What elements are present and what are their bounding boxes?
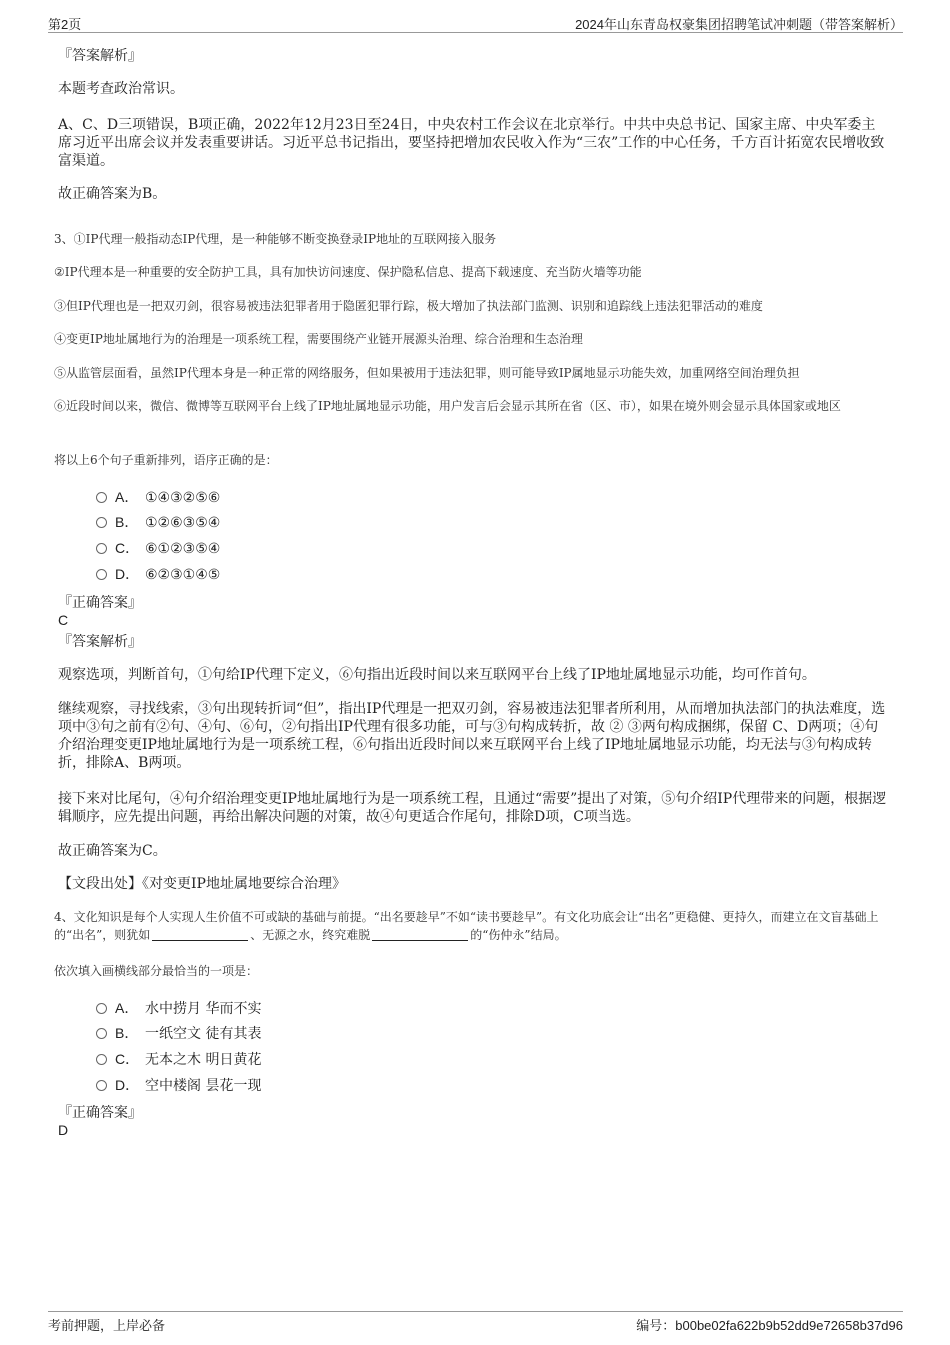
answer-blank-1	[152, 928, 248, 941]
q3-sentence-3: ③但IP代理也是一把双刃剑，很容易被违法犯罪者用于隐匿犯罪行踪，极大增加了执法部门监测、识别和追踪线上违法犯罪活动的难度	[54, 299, 763, 313]
q3-correct-answer: C	[58, 612, 69, 628]
q2-analysis-para-3: 故正确答案为B。	[58, 186, 167, 202]
q3-sentence-2: ②IP代理本是一种重要的安全防护工具，具有加快访问速度、保护隐私信息、提高下载速度、充当防火墙等功能	[54, 265, 642, 279]
page-number: 第2页	[48, 17, 82, 32]
q4-stem-part-3: 的“伤仲永”结局。	[470, 928, 567, 942]
option-text: 水中捞月 华而不实	[145, 1001, 262, 1017]
option-letter: D．	[115, 566, 140, 582]
q3-prompt: 将以上6个句子重新排列，语序正确的是：	[54, 453, 278, 467]
document-title: 2024年山东青岛权豪集团招聘笔试冲刺题（带答案解析）	[575, 17, 903, 32]
option-text: 空中楼阁 昙花一现	[145, 1078, 262, 1094]
footer-code-label: 编号：	[636, 1319, 676, 1334]
q3-correct-label: 『正确答案』	[58, 595, 142, 611]
q4-option-c[interactable]	[96, 1050, 261, 1069]
option-text: 无本之木 明日黄花	[145, 1052, 262, 1068]
q4-stem-part-2: 、无源之水，终究难脱	[250, 928, 371, 942]
radio-icon[interactable]	[96, 543, 107, 554]
q3-sentence-5: ⑤从监管层面看，虽然IP代理本身是一种正常的网络服务，但如果被用于违法犯罪，则可能导致IP属地显示功能失效，加重网络空间治理负担	[54, 366, 800, 380]
q3-analysis-label: 『答案解析』	[58, 634, 142, 650]
option-text: ①④③②⑤⑥	[145, 490, 221, 506]
option-letter: A．	[115, 1000, 139, 1016]
option-text: ⑥①②③⑤④	[145, 541, 221, 557]
option-letter: A．	[115, 489, 139, 505]
q4-option-b[interactable]	[96, 1024, 261, 1043]
radio-icon[interactable]	[96, 569, 107, 580]
option-text: ①②⑥③⑤④	[145, 515, 221, 531]
page-header	[48, 14, 903, 33]
q3-analysis-para-4: 故正确答案为C。	[58, 843, 167, 859]
q2-analysis-para-1: 本题考查政治常识。	[58, 81, 184, 97]
q4-stem-part-1: 4、文化知识是每个人实现人生价值不可或缺的基础与前提。“出名要趁早”不如“读书要趁早”。有文化功底会让“出名”更稳健、更持久，而建立在文盲基础上的“出名”，则犹如	[54, 910, 879, 942]
q4-stem	[54, 908, 902, 944]
option-letter: C．	[115, 540, 140, 556]
answer-blank-2	[372, 928, 468, 941]
radio-icon[interactable]	[96, 1080, 107, 1091]
option-letter: B．	[115, 1025, 139, 1041]
q3-option-d[interactable]	[96, 565, 220, 584]
option-text: 一纸空文 徒有其表	[145, 1026, 262, 1042]
footer-code-value: b00be02fa622b9b52dd9e72658b37d96	[675, 1318, 903, 1333]
radio-icon[interactable]	[96, 517, 107, 528]
q3-sentence-6: ⑥近段时间以来，微信、微博等互联网平台上线了IP地址属地显示功能，用户发言后会显示其所在省（区、市），如果在境外则会显示具体国家或地区	[54, 399, 841, 413]
radio-icon[interactable]	[96, 1003, 107, 1014]
q4-option-a[interactable]	[96, 999, 261, 1018]
option-letter: D．	[115, 1077, 140, 1093]
q3-option-a[interactable]	[96, 488, 220, 507]
footer-code	[636, 1315, 903, 1334]
option-letter: B．	[115, 514, 139, 530]
page-footer	[48, 1311, 903, 1334]
option-text: ⑥②③①④⑤	[145, 567, 221, 583]
q2-analysis-para-2: A、C、D三项错误，B项正确，2022年12月23日至24日，中央农村工作会议在北京举行。中共中央总书记、国家主席、中央军委主席习近平出席会议并发表重要讲话。习近平总书记指出，要坚持把增加农民收入作为“三农”工作的中心任务，千方百计拓宽农民增收致富渠道。	[58, 117, 885, 169]
footer-slogan: 考前押题，上岸必备	[48, 1319, 166, 1334]
q2-analysis-label: 『答案解析』	[58, 48, 142, 64]
q3-analysis-para-1: 观察选项，判断首句，①句给IP代理下定义，⑥句指出近段时间以来互联网平台上线了IP地址属地显示功能，均可作首句。	[58, 667, 816, 683]
q3-option-b[interactable]	[96, 513, 220, 532]
q3-source: 【文段出处】《对变更IP地址属地要综合治理》	[58, 876, 346, 892]
radio-icon[interactable]	[96, 1054, 107, 1065]
option-letter: C．	[115, 1051, 140, 1067]
q4-prompt: 依次填入画横线部分最恰当的一项是：	[54, 964, 259, 978]
q3-option-c[interactable]	[96, 539, 220, 558]
radio-icon[interactable]	[96, 1028, 107, 1039]
q4-option-d[interactable]	[96, 1076, 261, 1095]
q4-correct-answer: D	[58, 1122, 69, 1138]
q3-analysis-para-2: 继续观察，寻找线索，③句出现转折词“但”，指出IP代理是一把双刃剑，容易被违法犯罪者所利用，从而增加执法部门的执法难度，选项中③句之前有②句、④句、⑥句，②句指出IP代理有很多功能，可与③句构成转折，故 ② ③两句构成捆绑，保留 C、D两项；④句介绍治理变更IP地址属地行为是一项系统工程，⑥句指出近段时间以来互联网平台上线了IP地址属地显示功能，均无法与③句构成转折，排除A、B两项。	[58, 701, 886, 771]
q3-sentence-4: ④变更IP地址属地行为的治理是一项系统工程，需要围绕产业链开展源头治理、综合治理和生态治理	[54, 332, 583, 346]
q4-correct-label: 『正确答案』	[58, 1105, 142, 1121]
radio-icon[interactable]	[96, 492, 107, 503]
q3-analysis-para-3: 接下来对比尾句，④句介绍治理变更IP地址属地行为是一项系统工程，且通过“需要”提出了对策，⑤句介绍IP代理带来的问题，根据逻辑顺序，应先提出问题，再给出解决问题的对策，故④句更适合作尾句，排除D项，C项当选。	[58, 791, 887, 825]
q3-sentence-1: 3、①IP代理一般指动态IP代理，是一种能够不断变换登录IP地址的互联网接入服务	[54, 232, 497, 246]
